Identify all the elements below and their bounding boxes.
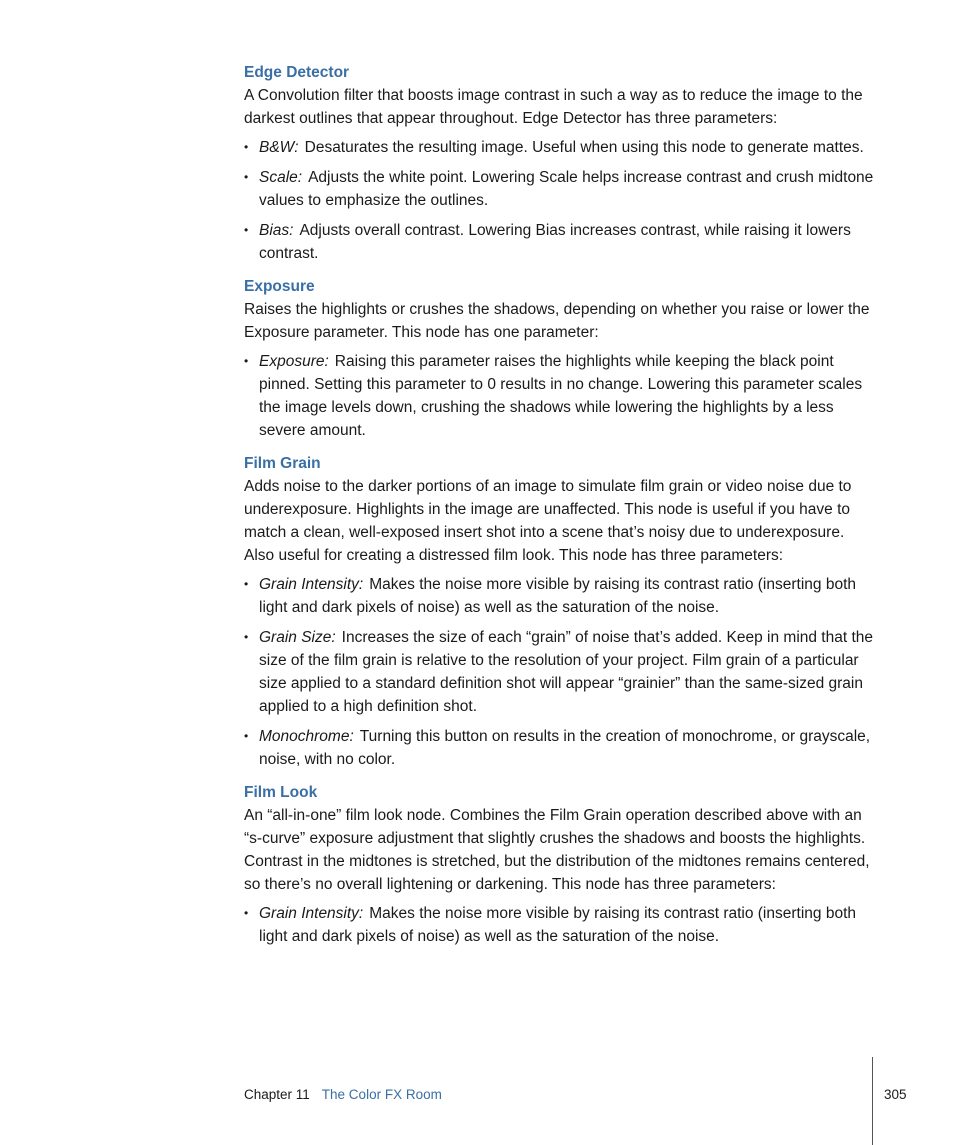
parameter-list	[244, 136, 876, 265]
bullet-icon: •	[244, 906, 249, 920]
parameter-description: Adjusts overall contrast. Lowering Bias increases contrast, while raising it lowers contrast.	[259, 222, 851, 262]
parameter-description: Desaturates the resulting image. Useful when using this node to generate mattes.	[304, 139, 864, 156]
parameter-list	[244, 902, 876, 948]
section-film-grain	[244, 453, 876, 771]
footer-chapter-title: The Color FX Room	[321, 1087, 442, 1102]
parameter-description: Increases the size of each “grain” of noise that’s added. Keep in mind that the size of the film grain is relative to the resolution of your project. Film grain of a particular size applied to a standard definition shot will appear “grainier” than the same-sized grain applied to a high definition shot.	[259, 629, 874, 715]
bullet-icon: •	[244, 630, 249, 644]
bullet-icon: •	[244, 729, 249, 743]
list-item	[244, 136, 876, 159]
parameter-term: Grain Intensity:	[259, 905, 364, 922]
parameter-term: Grain Size:	[259, 629, 336, 646]
footer-divider	[872, 1057, 873, 1145]
parameter-description: Raising this parameter raises the highlights while keeping the black point pinned. Setting this parameter to 0 results in no change. Lowering this parameter scales the image levels down, crushing the shadows while lowering the highlights by a less severe amount.	[259, 353, 863, 439]
section-heading: Film Grain	[244, 455, 321, 472]
parameter-description: Makes the noise more visible by raising its contrast ratio (inserting both light and dark pixels of noise) as well as the saturation of the noise.	[259, 905, 856, 945]
parameter-description: Adjusts the white point. Lowering Scale helps increase contrast and crush midtone values to emphasize the outlines.	[259, 169, 874, 209]
section-heading: Exposure	[244, 278, 315, 295]
section-paragraph: A Convolution filter that boosts image contrast in such a way as to reduce the image to the darkest outlines that appear throughout. Edge Detector has three parameters:	[244, 87, 863, 127]
parameter-description: Makes the noise more visible by raising its contrast ratio (inserting both light and dark pixels of noise) as well as the saturation of the noise.	[259, 576, 856, 616]
parameter-term: B&W:	[259, 139, 299, 156]
parameter-term: Exposure:	[259, 353, 329, 370]
list-item	[244, 573, 876, 619]
bullet-icon: •	[244, 170, 249, 184]
page-footer	[244, 1086, 442, 1104]
page-number: 305	[884, 1087, 907, 1102]
bullet-icon: •	[244, 140, 249, 154]
parameter-description: Turning this button on results in the creation of monochrome, or grayscale, noise, with no color.	[259, 728, 871, 768]
list-item	[244, 350, 876, 442]
section-exposure	[244, 276, 876, 442]
section-heading: Film Look	[244, 784, 318, 801]
section-paragraph: An “all-in-one” film look node. Combines the Film Grain operation described above with an “s-curve” exposure adjustment that slightly crushes the shadows and boosts the highlights. Contrast in the midtones is stretched, but the distribution of the midtones remains centered, so there’s no overall lightening or darkening. This node has three parameters:	[244, 807, 870, 893]
list-item	[244, 166, 876, 212]
page-body	[244, 62, 876, 955]
parameter-list	[244, 350, 876, 442]
parameter-term: Monochrome:	[259, 728, 354, 745]
parameter-term: Grain Intensity:	[259, 576, 364, 593]
section-film-look	[244, 782, 876, 948]
section-heading: Edge Detector	[244, 64, 350, 81]
list-item	[244, 902, 876, 948]
section-paragraph: Raises the highlights or crushes the shadows, depending on whether you raise or lower the Exposure parameter. This node has one parameter:	[244, 301, 870, 341]
parameter-list	[244, 573, 876, 771]
footer-chapter-number: Chapter 11	[244, 1087, 310, 1102]
bullet-icon: •	[244, 223, 249, 237]
parameter-term: Scale:	[259, 169, 303, 186]
list-item	[244, 219, 876, 265]
list-item	[244, 725, 876, 771]
section-edge-detector	[244, 62, 876, 265]
list-item	[244, 626, 876, 718]
bullet-icon: •	[244, 577, 249, 591]
section-paragraph: Adds noise to the darker portions of an image to simulate film grain or video noise due to underexposure. Highlights in the image are unaffected. This node is useful if you have to match a clean, well-exposed insert shot into a scene that’s noisy due to underexposure. Also useful for creating a distressed film look. This node has three parameters:	[244, 478, 852, 564]
parameter-term: Bias:	[259, 222, 294, 239]
bullet-icon: •	[244, 354, 249, 368]
